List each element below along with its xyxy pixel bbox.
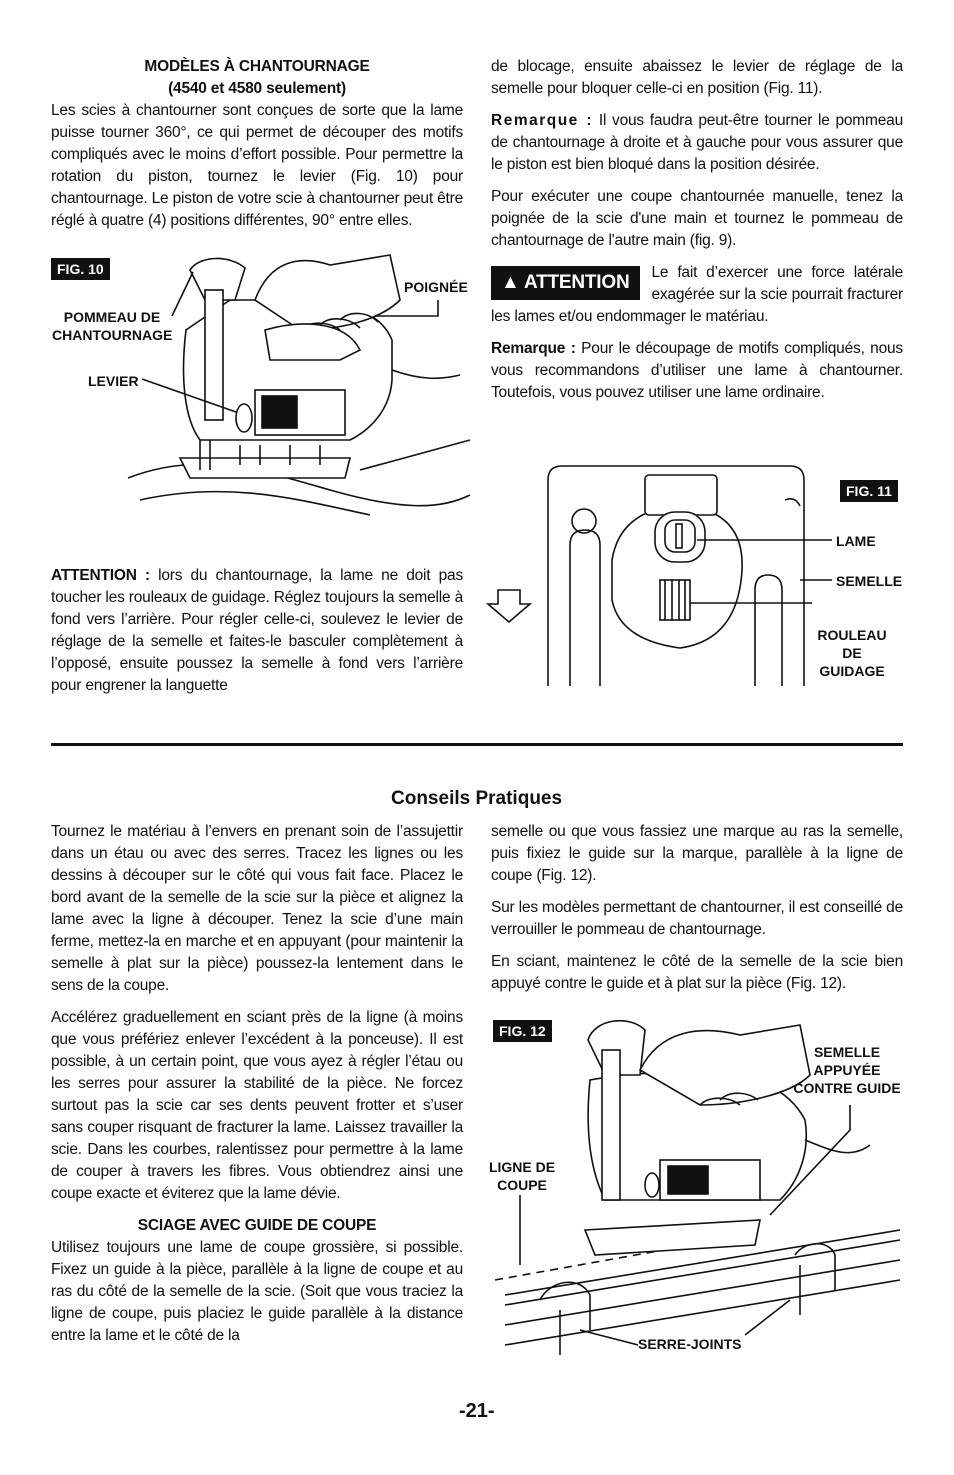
fig10-label-pommeau: POMMEAU DE CHANTOURNAGE [52, 309, 173, 343]
fig11-label-lame: LAME [836, 533, 876, 549]
paragraph-verrouiller: Sur les modèles permettant de chantourner, il est conseillé de verrouiller le pommeau de chantournage. [491, 899, 903, 938]
section-heading-chantournage: MODÈLES À CHANTOURNAGE [144, 58, 370, 75]
paragraph-blocage: de blocage, ensuite abaissez le levier de réglage de la semelle pour bloquer celle-ci en position (Fig. 11). [491, 58, 903, 97]
fig12-tag: FIG. 12 [493, 1020, 552, 1042]
section-subheading-models: (4540 et 4580 seulement) [168, 80, 346, 97]
attention-warning-text: Le fait d’exercer une force latérale exagérée sur la scie pourrait fracturer les lames et/ou endommager le matériau. [491, 264, 903, 325]
fig12-label-semelle: SEMELLE APPUYÉE CONTRE GUIDE [793, 1044, 901, 1096]
remarque1-text: Il vous faudra peut-être tourner le pommeau de chantournage à droite et à gauche pour vous assurer que le piston est bien bloqué dans la position désirée. [491, 112, 903, 173]
fig11-tag: FIG. 11 [840, 480, 898, 502]
paragraph-semelle-marque: semelle ou que vous fassiez une marque au ras la semelle, puis fixiez le guide sur la marque, parallèle à la ligne de coupe (Fig. 12). [491, 823, 903, 884]
fig12-label-serre: SERRE-JOINTS [638, 1336, 742, 1352]
paragraph-conseils-1: Tournez le matériau à l’envers en prenant soin de l’assujettir dans un étau ou avec des serres. Tracez les lignes ou les dessins à découper sur le côté qui vous fait face. Placez le bord avant de la semelle de la scie sur la pièce et alignez la lame avec la ligne à découper. Tenez la scie d’une main ferme, mettez-la en marche et en appuyant (pour maintenir la semelle à plat sur la pièce) poussez-la lentement dans le sens de la coupe. [51, 823, 463, 994]
paragraph-appuye-guide: En sciant, maintenez le côté de la semelle de la scie bien appuyé contre le guide et à plat sur la pièce (Fig. 12). [491, 953, 903, 992]
fig10-label-poignee: POIGNÉE [404, 279, 468, 295]
page-number: -21- [459, 1400, 495, 1422]
heading-sciage-guide: SCIAGE AVEC GUIDE DE COUPE [137, 1217, 377, 1234]
remarque2-text: Pour le découpage de motifs compliqués, nous vous recommandons d’utiliser une lame à chantourner. Toutefois, vous pouvez utiliser une lame ordinaire. [491, 340, 903, 401]
fig11-label-rouleau: ROULEAU DE GUIDAGE [817, 627, 887, 679]
paragraph-sciage-guide: Utilisez toujours une lame de coupe grossière, si possible. Fixez un guide à la pièce, parallèle à la ligne de coupe et au ras du côté de la semelle de la scie. (Soit que vous traciez la ligne de coupe, puis placiez le guide parallèle à la distance entre la lame et le côté de la [51, 1239, 463, 1344]
fig10-tag: FIG. 10 [51, 258, 110, 280]
fig10-label-levier: LEVIER [88, 373, 139, 389]
paragraph-conseils-2: Accélérez graduellement en sciant près de la ligne (à moins que vous préfériez enlever l’excédent à la ponceuse). Il est possible, à un certain point, que vous ayez à régler l’étau ou les serres pour assurer la stabilité de la pièce. Ne forcez surtout pas la scie car ses dents peuvent frotter et s’user sans couper risquant de fracturer la lame. Laissez travailler la scie. Dans les courbes, ralentissez pour permettre à la lame de couper à travers les fibres. Vous obtiendrez ainsi une coupe exacte et éviterez que la lame dévie. [51, 1009, 463, 1202]
fig11-label-semelle: SEMELLE [836, 573, 903, 589]
fig12-label-ligne: LIGNE DE COUPE [488, 1159, 556, 1193]
section-title-conseils: Conseils Pratiques [391, 788, 563, 809]
paragraph-chantournage: Les scies à chantourner sont conçues de sorte que la lame puisse tourner 360°, ce qui permet de découper des motifs compliqués avec le moins d’effort possible. Pour permettre la rotation du piston, tournez le levier (Fig. 10) pour chantournage. Le piston de votre scie à chantourner peut être réglé à quatre (4) positions différentes, 90° entre elles. [51, 102, 463, 229]
remarque2-label: Remarque : [491, 340, 576, 357]
warning-triangle-icon: ▲ [501, 272, 520, 293]
attention-badge-label: ATTENTION [523, 272, 630, 293]
attention-label: ATTENTION : [51, 567, 150, 584]
attention-text: lors du chantournage, la lame ne doit pas toucher les rouleaux de guidage. Réglez toujours la semelle à fond vers l’arrière. Pour régler celle-ci, soulevez le levier de réglage de la semelle et faites-le basculer complètement à l’opposé, ensuite poussez la semelle à fond vers l’arrière pour engrener la languette [51, 567, 463, 694]
remarque1-label: Remarque : [491, 112, 593, 129]
paragraph-coupe-manuelle: Pour exécuter une coupe chantournée manuelle, tenez la poignée de la scie d'une main et tournez le pommeau de chantournage de l'autre main (fig. 9). [491, 188, 903, 249]
